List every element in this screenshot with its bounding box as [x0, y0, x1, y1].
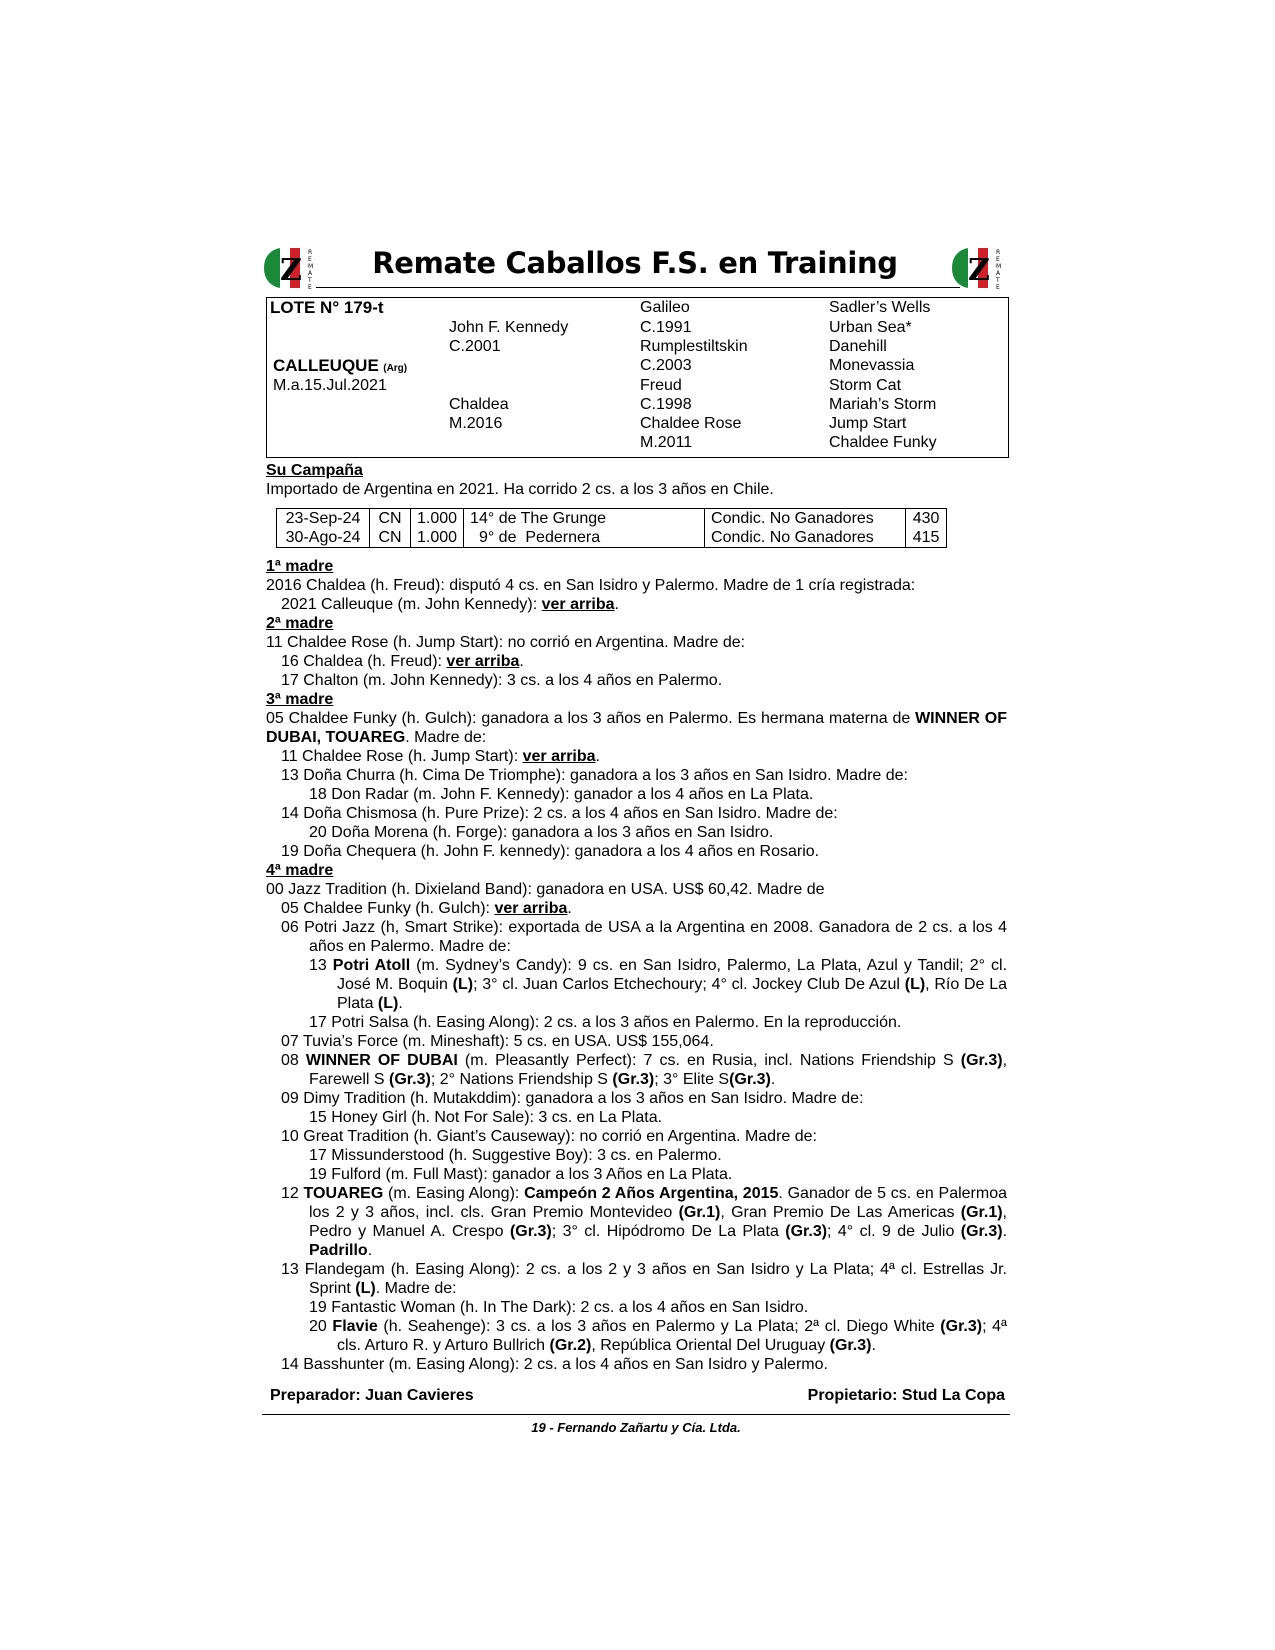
third-dam-line	[281, 747, 600, 766]
race-date: 23-Sep-24	[277, 509, 370, 529]
text-span: ; 3° cl. Juan Carlos Etchechoury; 4° cl. Jockey Club De Azul	[473, 976, 905, 993]
text-span: (L)	[452, 976, 474, 993]
fourth-dam-line: 10 Great Tradition (h. Giant’s Causeway): no corrió en Argentina. Madre de:	[281, 1128, 817, 1145]
svg-text:R: R	[996, 249, 1001, 256]
first-dam-line: 2016 Chaldea (h. Freud): disputó 4 cs. en San Isidro y Palermo. Madre de 1 cría registrada:	[266, 577, 916, 594]
text-span: (Gr.1)	[678, 1204, 721, 1221]
svg-text:R: R	[308, 249, 313, 256]
fourth-dam-line: 19 Fulford (m. Full Mast): ganador a los 3 Años en La Plata.	[309, 1166, 733, 1183]
campaign-heading: Su Campaña	[266, 462, 363, 479]
fourth-dam-line: 06 Potri Jazz (h, Smart Strike): exportada de USA a la Argentina en 2008. Ganadora de 2 cs. a los 4 años en Palermo. Madre de:	[281, 919, 1007, 955]
grandsire-cell: M.2011	[640, 434, 693, 451]
text-span: ; 3° cl. Hipódromo De La Plata	[551, 1223, 786, 1240]
dam-year: M.2016	[449, 415, 503, 432]
text-span: ; 3° Elite S	[654, 1071, 730, 1088]
remates-logo-icon	[260, 244, 314, 292]
second-dam-line: 17 Chalton (m. John Kennedy): 3 cs. a los 4 años en Palermo.	[281, 672, 723, 689]
text-span: .	[519, 653, 524, 670]
fourth-dam-line	[281, 1260, 1007, 1298]
grandsire-cell: Rumplestiltskin	[640, 338, 748, 355]
text-span: .	[595, 748, 600, 765]
fourth-dam-line	[309, 956, 1007, 1013]
text-span: Padrillo	[309, 1242, 368, 1259]
text-span: 2021 Calleuque (m. John Kennedy):	[281, 596, 542, 613]
horse-name: CALLEUQUE	[273, 356, 379, 375]
greatgrandsire-cell: Danehill	[829, 338, 887, 355]
horse-origin: (Arg)	[383, 363, 408, 374]
trainer-label: Preparador: Juan Cavieres	[270, 1387, 474, 1404]
logo-text	[0, 0, 1, 1]
text-span: (Gr.3)	[940, 1318, 983, 1335]
race-track: CN	[370, 528, 411, 548]
horse-info: M.a.15.Jul.2021	[273, 377, 387, 394]
greatgrandsire-cell: Urban Sea*	[829, 319, 912, 336]
third-dam-heading: 3ª madre	[266, 691, 334, 708]
text-span: WINNER OF DUBAI	[305, 1052, 458, 1069]
text-span: 08	[281, 1052, 306, 1069]
first-dam-heading: 1ª madre	[266, 558, 334, 575]
title-divider	[316, 287, 960, 288]
text-span: 05 Chaldee Funky (h. Gulch): ganadora a los 3 años en Palermo. Es hermana materna de	[266, 710, 916, 727]
text-span: .	[367, 1242, 373, 1259]
text-span: Campeón 2 Años Argentina, 2015	[524, 1185, 779, 1202]
second-dam-line: 11 Chaldee Rose (h. Jump Start): no corrió en Argentina. Madre de:	[266, 634, 746, 651]
text-span: Potri Atoll	[332, 957, 411, 974]
race-distance: 1.000	[411, 509, 464, 529]
text-span: ZR	[0, 0, 1, 1]
race-result: 14° de The Grunge	[464, 509, 705, 529]
text-span: , Farewell S	[309, 1052, 1008, 1088]
race-track: CN	[370, 509, 411, 529]
race-date: 30-Ago-24	[277, 528, 370, 548]
greatgrandsire-cell: Chaldee Funky	[829, 434, 937, 451]
text-span: (Gr.3)	[829, 1337, 872, 1354]
text-span: (L)	[377, 995, 399, 1012]
text-span: (h. Seahenge): 3 cs. a los 3 años en Palermo y La Plata; 2ª cl. Diego White	[377, 1318, 941, 1335]
sire-name: John F. Kennedy	[449, 319, 569, 336]
text-span: .	[398, 995, 403, 1012]
text-span: . Madre de:	[405, 729, 487, 746]
text-span: 12	[281, 1185, 304, 1202]
text-span: , Gran Premio De Las Americas	[720, 1204, 961, 1221]
third-dam-line: 19 Doña Chequera (h. John F. kennedy): ganadora a los 4 años en Rosario.	[281, 843, 820, 860]
logo-left	[260, 244, 314, 292]
text-span: .	[871, 1337, 876, 1354]
fourth-dam-line: 19 Fantastic Woman (h. In The Dark): 2 cs. a los 4 años en San Isidro.	[309, 1299, 809, 1316]
horse-name-line	[273, 356, 407, 378]
third-dam-line: 13 Doña Churra (h. Cima De Triomphe): ganadora a los 3 años en San Isidro. Madre de:	[281, 767, 908, 784]
text-span: , Río De La Plata	[337, 976, 1007, 1012]
campaign-intro: Importado de Argentina en 2021. Ha corrido 2 cs. a los 3 años en Chile.	[266, 481, 774, 498]
text-span: .	[567, 900, 572, 917]
grandsire-cell: Freud	[640, 377, 682, 394]
race-number: 415	[906, 528, 947, 548]
race-result: 9° de Pedernera	[464, 528, 705, 548]
text-span: .	[770, 1071, 776, 1088]
svg-text:M: M	[308, 263, 314, 270]
svg-text:A: A	[308, 270, 313, 277]
second-dam-line	[281, 652, 524, 671]
table-row	[277, 528, 947, 548]
fourth-dam-line: 14 Basshunter (m. Easing Along): 2 cs. a los 4 años en San Isidro y Palermo.	[281, 1356, 828, 1373]
text-span: (L)	[904, 976, 926, 993]
fourth-dam-line: 00 Jazz Tradition (h. Dixieland Band): ganadora en USA. US$ 60,42. Madre de	[266, 881, 825, 898]
race-condition: Condic. No Ganadores	[705, 509, 906, 529]
text-span: 20	[309, 1318, 333, 1335]
first-dam-line	[281, 595, 619, 614]
svg-text:M: M	[996, 263, 1002, 270]
text-span: 05 Chaldee Funky (h. Gulch):	[281, 900, 495, 917]
see-above-link[interactable]: ver arriba	[446, 653, 520, 670]
text-span: 16 Chaldea (h. Freud):	[281, 653, 447, 670]
text-span: ; 2° Nations Friendship S	[430, 1071, 613, 1088]
text-span: (Gr.2)	[549, 1337, 592, 1354]
text-span: 11 Chaldee Rose (h. Jump Start):	[281, 748, 523, 765]
text-span: (Gr.3)	[960, 1223, 1003, 1240]
page-footer: 19 - Fernando Zañartu y Cía. Ltda.	[531, 1420, 741, 1435]
fourth-dam-line: 15 Honey Girl (h. Not For Sale): 3 cs. en La Plata.	[309, 1109, 663, 1126]
svg-text:E: E	[308, 256, 312, 263]
grandsire-cell: C.2003	[640, 357, 692, 374]
text-span: ; 4° cl. 9 de Julio	[827, 1223, 961, 1240]
text-span: .	[614, 596, 619, 613]
text-span: (Gr.1)	[960, 1204, 1003, 1221]
fourth-dam-line	[281, 1051, 1007, 1089]
fourth-dam-line: 09 Dimy Tradition (h. Mutakddim): ganadora a los 3 años en San Isidro. Madre de:	[281, 1090, 864, 1107]
see-above-link[interactable]: ver arriba	[522, 748, 596, 765]
sire-year: C.2001	[449, 338, 501, 355]
third-dam-line	[266, 709, 1007, 747]
text-span: Flavie	[332, 1318, 378, 1335]
greatgrandsire-cell: Storm Cat	[829, 377, 902, 394]
text-span: (Gr.3)	[785, 1223, 828, 1240]
text-span: 13	[309, 957, 333, 974]
text-span: (Gr.3)	[509, 1223, 552, 1240]
text-span: .	[1002, 1223, 1008, 1240]
third-dam-line: 18 Don Radar (m. John F. Kennedy): ganador a los 4 años en La Plata.	[309, 786, 814, 803]
svg-text:Z: Z	[280, 253, 302, 288]
grandsire-cell: Chaldee Rose	[640, 415, 742, 432]
greatgrandsire-cell: Sadler’s Wells	[829, 299, 931, 316]
race-condition: Condic. No Ganadores	[705, 528, 906, 548]
text-span: (Gr.3)	[389, 1071, 431, 1088]
svg-text:E: E	[308, 284, 312, 291]
third-dam-line: 14 Doña Chismosa (h. Pure Prize): 2 cs. a los 4 años en San Isidro. Madre de:	[281, 805, 838, 822]
race-number: 430	[906, 509, 947, 529]
svg-text:T: T	[996, 277, 1000, 284]
second-dam-heading: 2ª madre	[266, 615, 334, 632]
svg-text:A: A	[996, 270, 1001, 277]
fourth-dam-line	[281, 899, 572, 918]
text-span: , Pedro y Manuel A. Crespo	[309, 1204, 1007, 1240]
svg-text:Z: Z	[968, 253, 990, 288]
fourth-dam-line: 17 Potri Salsa (h. Easing Along): 2 cs. a los 3 años en Palermo. En la reproducción.	[309, 1014, 902, 1031]
text-span: WINNER OF DUBAI, TOUAREG	[266, 710, 1008, 746]
text-span: (Gr.3)	[960, 1052, 1003, 1069]
greatgrandsire-cell: Jump Start	[829, 415, 907, 432]
text-span: ; 4ª cls. Arturo R. y Arturo Bullrich	[337, 1318, 1007, 1354]
fourth-dam-heading: 4ª madre	[266, 862, 334, 879]
text-span: (L)	[355, 1280, 376, 1297]
text-span: (m. Easing Along):	[383, 1185, 525, 1202]
text-span: (m. Pleasantly Perfect): 7 cs. en Rusia, incl. Nations Friendship S	[457, 1052, 961, 1069]
third-dam-line: 20 Doña Morena (h. Forge): ganadora a los 3 años en San Isidro.	[309, 824, 774, 841]
fourth-dam-line: 17 Missunderstood (h. Suggestive Boy): 3 cs. en Palermo.	[309, 1147, 722, 1164]
greatgrandsire-cell: Monevassia	[829, 357, 915, 374]
text-span: . Madre de:	[375, 1280, 457, 1297]
text-span: (m. Sydney’s Candy): 9 cs. en San Isidro, Palermo, La Plata, Azul y Tandil; 2° cl. José M. Boquin	[337, 957, 1008, 993]
svg-text:E: E	[996, 284, 1000, 291]
text-span: . Ganador de 5 cs. en Palermoa los 2 y 3 años, incl. cls. Gran Premio Montevideo	[309, 1185, 1008, 1221]
svg-text:T: T	[308, 277, 312, 284]
table-row	[277, 509, 947, 529]
footer-divider	[262, 1414, 1010, 1415]
fourth-dam-line: 07 Tuvia’s Force (m. Mineshaft): 5 cs. en USA. US$ 155,064.	[281, 1033, 714, 1050]
svg-text:E: E	[996, 256, 1000, 263]
race-table	[276, 508, 947, 548]
fourth-dam-line	[281, 1184, 1007, 1260]
see-above-link[interactable]: ver arriba	[541, 596, 615, 613]
text-span: TOUAREG	[303, 1185, 384, 1202]
fourth-dam-line	[309, 1317, 1007, 1355]
page-title: Remate Caballos F.S. en Training	[372, 246, 898, 280]
text-span: (Gr.3)	[729, 1071, 771, 1088]
dam-name: Chaldea	[449, 396, 509, 413]
race-distance: 1.000	[411, 528, 464, 548]
grandsire-cell: Galileo	[640, 299, 690, 316]
grandsire-cell: C.1991	[640, 319, 692, 336]
text-span: (Gr.3)	[612, 1071, 655, 1088]
grandsire-cell: C.1998	[640, 396, 692, 413]
text-span: 13 Flandegam (h. Easing Along): 2 cs. a los 2 y 3 años en San Isidro y La Plata; 4ª cl. Estrellas Jr. Sprint	[281, 1261, 1007, 1297]
text-span: , República Oriental Del Uruguay	[591, 1337, 830, 1354]
greatgrandsire-cell: Mariah’s Storm	[829, 396, 937, 413]
owner-label: Propietario: Stud La Copa	[807, 1387, 1005, 1404]
see-above-link[interactable]: ver arriba	[494, 900, 568, 917]
lot-number: LOTE N° 179-t	[270, 298, 384, 317]
